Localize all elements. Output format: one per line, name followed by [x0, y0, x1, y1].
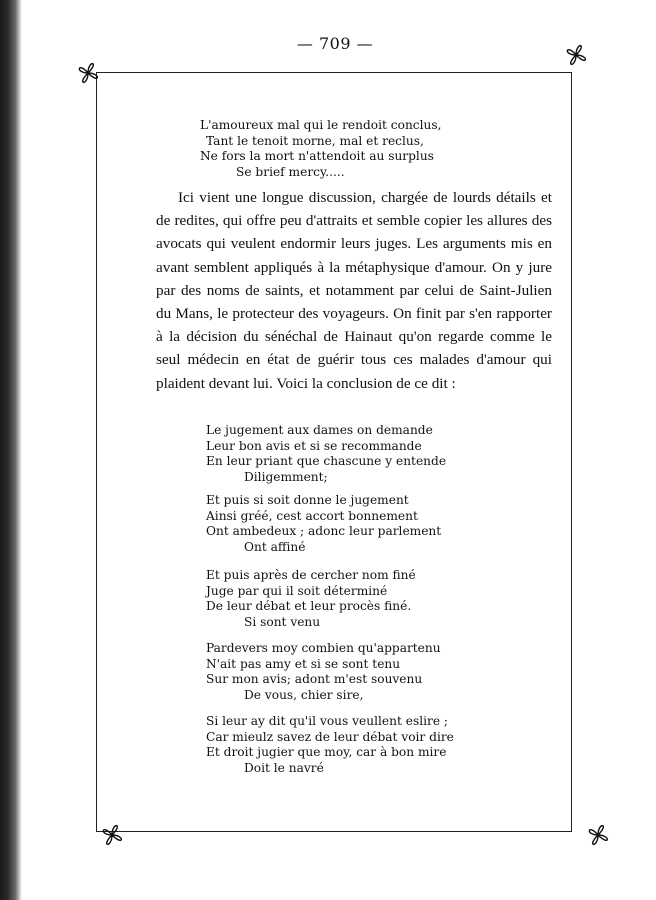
verse-line: Le jugement aux dames on demande	[206, 423, 433, 437]
verse-line: Car mieulz savez de leur débat voir dire	[206, 729, 454, 744]
page-edge-shadow	[0, 0, 22, 900]
verse-line: Tant le tenoit morne, mal et reclus,	[206, 133, 424, 148]
verse-line: Ainsi gréé, cest accort bonnement	[206, 508, 418, 523]
corner-ornament-bottom-right-icon	[583, 820, 613, 850]
corner-ornament-bottom-left-icon	[97, 820, 127, 850]
stanza-1	[206, 423, 446, 485]
verse-line: En leur priant que chascune y entende	[206, 454, 447, 469]
verse-line: Se brief mercy.....	[236, 164, 345, 179]
stanza-4	[206, 641, 441, 703]
corner-ornament-top-left-icon	[73, 58, 103, 88]
page-number: — 709 —	[296, 34, 374, 53]
verse-line: Et puis après de cercher nom finé	[206, 568, 416, 582]
verse-line: Ne fors la mort n'attendoit au surplus	[200, 149, 434, 164]
verse-line: Sur mon avis; adont m'est souvenu	[206, 672, 423, 687]
verse-line: Leur bon avis et si se recommande	[206, 438, 422, 453]
verse-line: Juge par qui il soit déterminé	[206, 583, 388, 598]
verse-line: Et droit jugier que moy, car à bon mire	[206, 745, 447, 760]
paragraph-text: Ici vient une longue discussion, chargée de lourds détails et de redites, qui offre peu d'attraits et semble copier les allures des avocats qui veulent endormir leurs juges. Les arguments mis en avant semblent appliqués à la métaphysique d'amour. On y jure par des noms de saints, et notamment par celui de Saint-Julien du Mans, le protecteur des voyageurs. On finit par s'en rapporter à la décision du sénéchal de Hainaut qu'on regarde comme le seul médecin en état de guérir tous ces malades d'amour qui plaident devant lui. Voici la conclusion de ce dit :	[156, 189, 552, 392]
verse-line: Ont ambedeux ; adonc leur parlement	[206, 524, 442, 539]
stanza-3	[206, 568, 416, 630]
corner-ornament-top-right-icon	[561, 40, 591, 70]
verse-line: Pardevers moy combien qu'appartenu	[206, 641, 441, 655]
verse-line: L'amoureux mal qui le rendoit conclus,	[200, 118, 442, 132]
verse-line: De leur débat et leur procès finé.	[206, 599, 412, 614]
verse-line: Et puis si soit donne le jugement	[206, 493, 409, 507]
stanza-5	[206, 714, 454, 776]
intro-verse	[196, 118, 442, 180]
verse-line: Doit le navré	[244, 760, 324, 775]
verse-line: Ont affiné	[244, 539, 306, 554]
verse-line: Diligemment;	[244, 469, 328, 484]
verse-line: De vous, chier sire,	[244, 687, 364, 702]
verse-line: N'ait pas amy et si se sont tenu	[206, 656, 401, 671]
verse-line: Si sont venu	[244, 614, 321, 629]
verse-line: Si leur ay dit qu'il vous veullent eslire ;	[206, 714, 449, 728]
stanza-2	[206, 493, 441, 555]
prose-paragraph	[156, 186, 552, 395]
